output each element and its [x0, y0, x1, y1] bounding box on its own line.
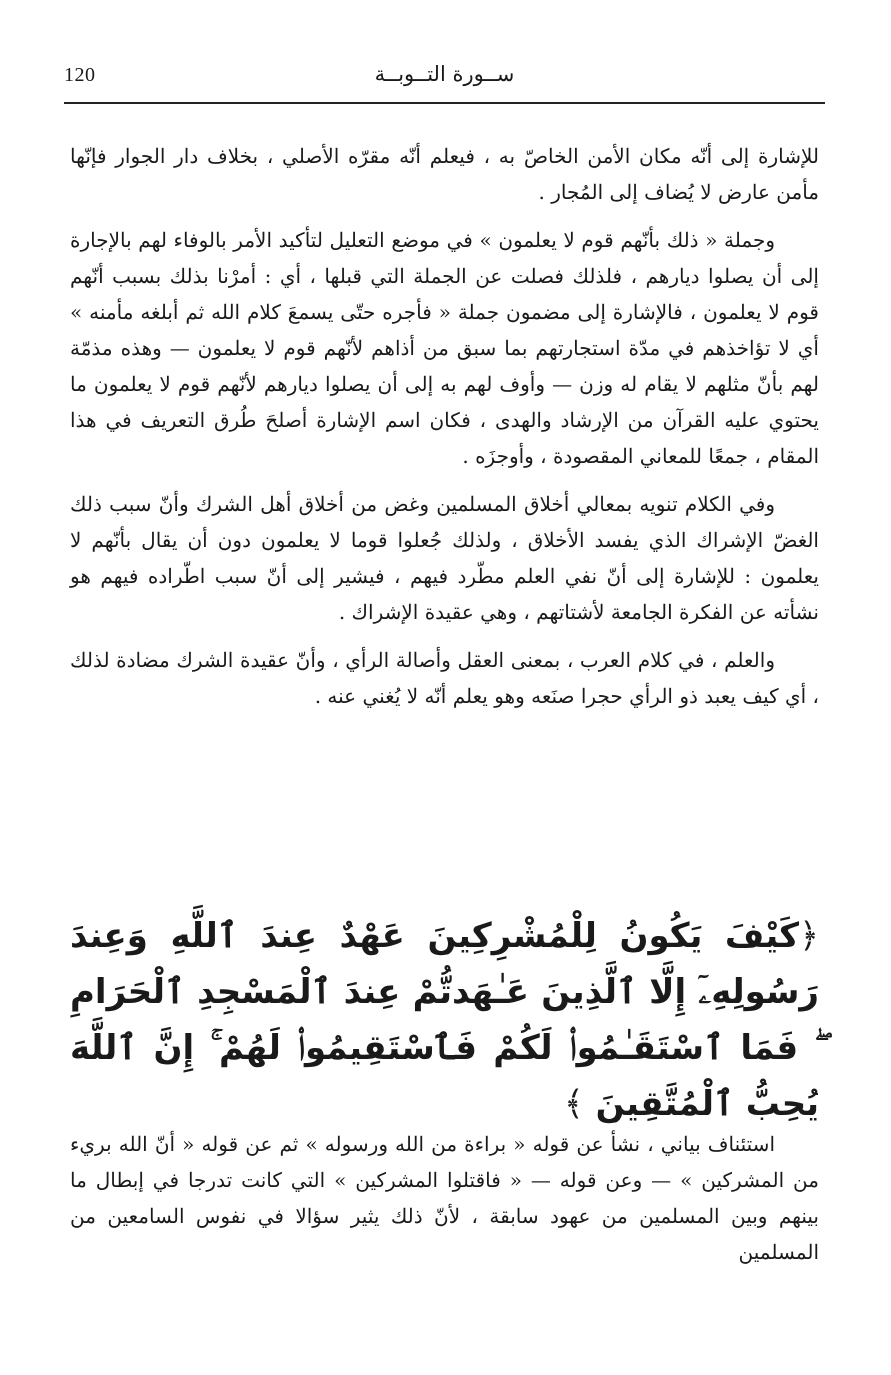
paragraph-5: استئناف بياني ، نشأ عن قوله « براءة من الله ورسوله » ثم عن قوله « أنّ الله بريء من المشركين » — وعن قوله — « فاقتلوا المشركين » التي كانت تدرجا في إبطال ما بينهم وبين المسلمين من عهود سابقة ، لأنّ ذلك يثير سؤالا في نفوس السامعين من المسلمين: [70, 1132, 819, 1264]
paragraph-3: وفي الكلام تنويه بمعالي أخلاق المسلمين وغض من أخلاق أهل الشرك وأنّ سبب ذلك الغضّ الإشراك الذي يفسد الأخلاق ، ولذلك جُعلوا قوما لا يعلمون دون أن يقال بأنّهم لا يعلمون : للإشارة إلى أنّ نفي العلم مطّرد فيهم ، فيشير إلى أنّ سبب اطّراده فيهم هو نشأته عن الفكرة الجامعة لأشتاتهم ، وهي عقيدة الإشراك .: [70, 492, 819, 624]
page-number: 120: [64, 64, 96, 86]
paragraph-4: والعلم ، في كلام العرب ، بمعنى العقل وأصالة الرأي ، وأنّ عقيدة الشرك مضادة لذلك ، أي كيف يعبد ذو الرأي حجرا صنَعه وهو يعلم أنّه لا يُغني عنه .: [70, 648, 819, 708]
verse-text: كَيْفَ يَكُونُ لِلْمُشْرِكِينَ عَهْدٌ عِندَ ٱللَّهِ وَعِندَ رَسُولِهِۦٓ إِلَّا ٱلَّذِينَ عَـٰهَدتُّمْ عِندَ ٱلْمَسْجِدِ ٱلْحَرَامِ ۖ فَمَا ٱسْتَقَـٰمُوا۟ لَكُمْ فَٱسْتَقِيمُوا۟ لَهُمْ ۚ إِنَّ ٱللَّهَ يُحِبُّ ٱلْمُتَّقِينَ: [70, 916, 819, 1124]
paragraph-2: وجملة « ذلك بأنّهم قوم لا يعلمون » في موضع التعليل لتأكيد الأمر بالوفاء لهم بالإجارة إلى أن يصلوا ديارهم ، فلذلك فصلت عن الجملة التي قبلها ، أي : أمرْنا بذلك بسبب أنّهم قوم لا يعلمون ، فالإشارة إلى مضمون جملة « فأجره حتّى يسمعَ كلام الله ثم أبلغه مأمنه » أي لا تؤاخذهم في مدّة استجارتهم بما سبق من أذاهم لأنّهم قوم لا يعلمون — وهذه مذمّة لهم بأنّ مثلهم لا يقام له وزن — وأوف لهم به إلى أن يصلوا ديارهم لأنّهم قوم لا يعلمون ما يحتوي عليه القرآن من الإرشاد والهدى ، فكان اسم الإشارة أصلحَ طُرق التعريف في هذا المقام ، جمعًا للمعاني المقصودة ، وأوجزَه .: [70, 228, 819, 468]
running-title: ســورة التــوبــة: [374, 62, 515, 86]
commentary-body-continued: [70, 1126, 819, 1282]
commentary-body: [70, 138, 819, 726]
verse-close-bracket: ﴾: [563, 1084, 584, 1124]
header-rule: [64, 102, 825, 104]
page-header: [64, 58, 825, 104]
quran-verse: [70, 908, 819, 1132]
paragraph-1: للإشارة إلى أنّه مكان الأمن الخاصّ به ، فيعلم أنّه مقرّه الأصلي ، بخلاف دار الجوار فإنّها مأمن عارض لا يُضاف إلى المُجار .: [70, 144, 819, 204]
verse-open-bracket: ﴿: [799, 916, 819, 956]
